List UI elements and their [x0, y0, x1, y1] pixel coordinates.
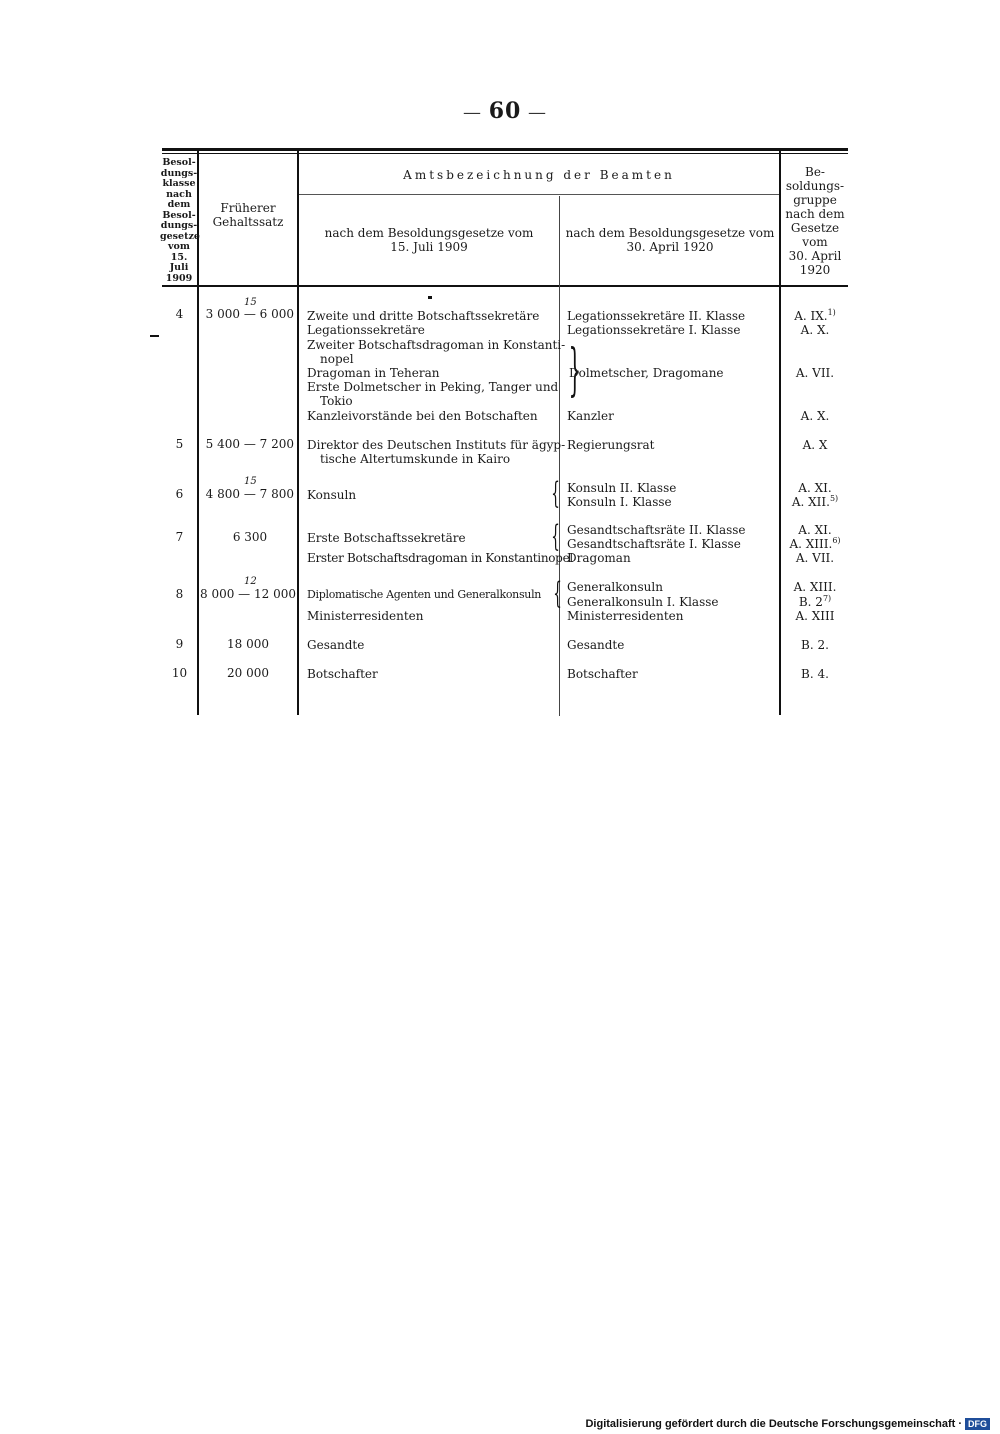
row4-1909-0: Zweite und dritte Botschaftssekretäre [307, 309, 540, 323]
row9-1920: Gesandte [567, 638, 625, 652]
row9-klasse: 9 [175, 637, 184, 651]
header-amtsbezeichnung: Amtsbezeichnung der Beamten [403, 168, 675, 182]
row7-gruppe-2: A. VII. [795, 551, 835, 565]
row10-gehalt: 20 000 [227, 666, 269, 680]
row5-gruppe-0: A. X [802, 438, 828, 452]
row4-1909-2: Zweiter Botschaftsdragoman in Konstanti- [307, 338, 566, 352]
row9-gruppe: B. 2. [801, 638, 829, 652]
row8-over: 12 [244, 576, 257, 587]
row7-1920-1: Gesandtschaftsräte I. Klasse [567, 537, 741, 551]
row6-klasse: 6 [175, 487, 184, 501]
row8-gruppe-1: B. 2$^{7)}$ [798, 594, 832, 609]
row7-1909-0: Erste Botschaftssekretäre [307, 531, 466, 545]
row5-klasse: 5 [175, 437, 184, 451]
row4-gruppe-3: A. X. [800, 409, 830, 423]
header-frueherer-gehaltssatz: Früherer Gehaltssatz [212, 201, 284, 229]
row7-gruppe-1: A. XIII.$^{6)}$ [789, 536, 841, 551]
col-divider-3 [559, 196, 560, 716]
row6-gehalt: 4 800 — 7 800 [205, 487, 294, 501]
row6-over: 15 [244, 476, 257, 487]
table-top-rule-thin [162, 153, 848, 154]
row5-gehalt: 5 400 — 7 200 [205, 437, 294, 451]
row10-1920: Botschafter [567, 667, 638, 681]
header-bottom-rule [162, 285, 848, 287]
row8-1909-1: Ministerresidenten [307, 609, 424, 623]
page-number [450, 98, 560, 124]
row6-gruppe-1: A. XII.$^{5)}$ [791, 494, 839, 509]
row4-1920-1: Legationssekretäre I. Klasse [567, 323, 741, 337]
row4-gruppe-0: A. IX.$^{1)}$ [794, 308, 836, 323]
row9-gehalt: 18 000 [227, 637, 269, 651]
row4-1909-5: Erste Dolmetscher in Peking, Tanger und [307, 380, 559, 394]
row10-gruppe: B. 4. [801, 667, 829, 681]
dash-left: — [462, 102, 489, 123]
header-besoldungsklasse: Besol- dungs- klasse nach dem Besol- dungs- gesetze vom 15. Juli 1909 [160, 157, 200, 284]
row8-gehalt: 8 000 — 12 000 [200, 587, 296, 601]
row4-1909-3: nopel [320, 352, 354, 366]
row5-1909-1: tische Altertumskunde in Kairo [320, 452, 511, 466]
row4-gruppe-2: A. VII. [795, 366, 835, 380]
table-top-rule [162, 148, 848, 151]
scan-mark [150, 335, 159, 337]
row4-gruppe-1: A. X. [800, 323, 830, 337]
row5-1909-0: Direktor des Deutschen Instituts für ägyp- [307, 438, 566, 452]
page-number-value: 60 [488, 98, 522, 124]
row4-1920-0: Legationssekretäre II. Klasse [567, 309, 746, 323]
row4-klasse: 4 [175, 307, 184, 321]
footer-credit [585, 1418, 990, 1430]
row7-brace: { [551, 519, 560, 554]
row7-1920-0: Gesandtschaftsräte II. Klasse [567, 523, 746, 537]
dash-right: — [521, 102, 548, 123]
row4-brace: } [568, 338, 582, 403]
row8-1920-1: Generalkonsuln I. Klasse [567, 595, 719, 609]
header-1909: nach dem Besoldungsgesetze vom 15. Juli 1909 [324, 226, 534, 254]
row8-gruppe-0: A. XIII. [793, 580, 837, 594]
row6-1909-0: Konsuln [307, 488, 357, 502]
row8-klasse: 8 [175, 587, 184, 601]
row8-1920-2: Ministerresidenten [567, 609, 684, 623]
header-1920: nach dem Besoldungsgesetze vom 30. April 1920 [565, 226, 775, 254]
group-header-rule [298, 194, 780, 195]
row4-1920-2: Dolmetscher, Dragomane [569, 366, 724, 380]
row8-brace: { [553, 576, 562, 611]
row6-brace: { [551, 476, 560, 511]
row9-1909: Gesandte [307, 638, 365, 652]
row4-gehalt: 3 000 — 6 000 [205, 307, 294, 321]
col-divider-2 [297, 150, 299, 715]
row5-1920-0: Regierungsrat [567, 438, 655, 452]
dfg-logo: DFG [965, 1418, 990, 1430]
row4-1909-1: Legationssekretäre [307, 323, 425, 337]
header-besoldungsgruppe: Be- soldungs- gruppe nach dem Gesetze vom 30. April 1920 [785, 165, 845, 277]
row6-1920-0: Konsuln II. Klasse [567, 481, 677, 495]
row8-gruppe-2: A. XIII [795, 609, 835, 623]
row4-1920-3: Kanzler [567, 409, 614, 423]
row7-klasse: 7 [175, 530, 184, 544]
row4-over: 15 [244, 297, 257, 308]
row7-1920-2: Dragoman [567, 551, 631, 565]
row7-gehalt: 6 300 [232, 530, 268, 544]
row8-1909-0: Diplomatische Agenten und Generalkonsuln [307, 588, 542, 601]
row8-1920-0: Generalkonsuln [567, 580, 663, 594]
row4-1909-4: Dragoman in Teheran [307, 366, 440, 380]
row4-1909-7: Kanzleivorstände bei den Botschaften [307, 409, 538, 423]
row4-1909-6: Tokio [320, 394, 353, 408]
row7-1909-1: Erster Botschaftsdragoman in Konstantinopel [307, 551, 573, 565]
footer-text: Digitalisierung gefördert durch die Deutsche Forschungsgemeinschaft · [585, 1418, 962, 1430]
row7-gruppe-0: A. XI. [798, 523, 832, 537]
row6-1920-1: Konsuln I. Klasse [567, 495, 672, 509]
row10-klasse: 10 [171, 666, 188, 680]
row6-gruppe-0: A. XI. [798, 481, 832, 495]
scan-mark [428, 296, 432, 299]
row10-1909: Botschafter [307, 667, 378, 681]
